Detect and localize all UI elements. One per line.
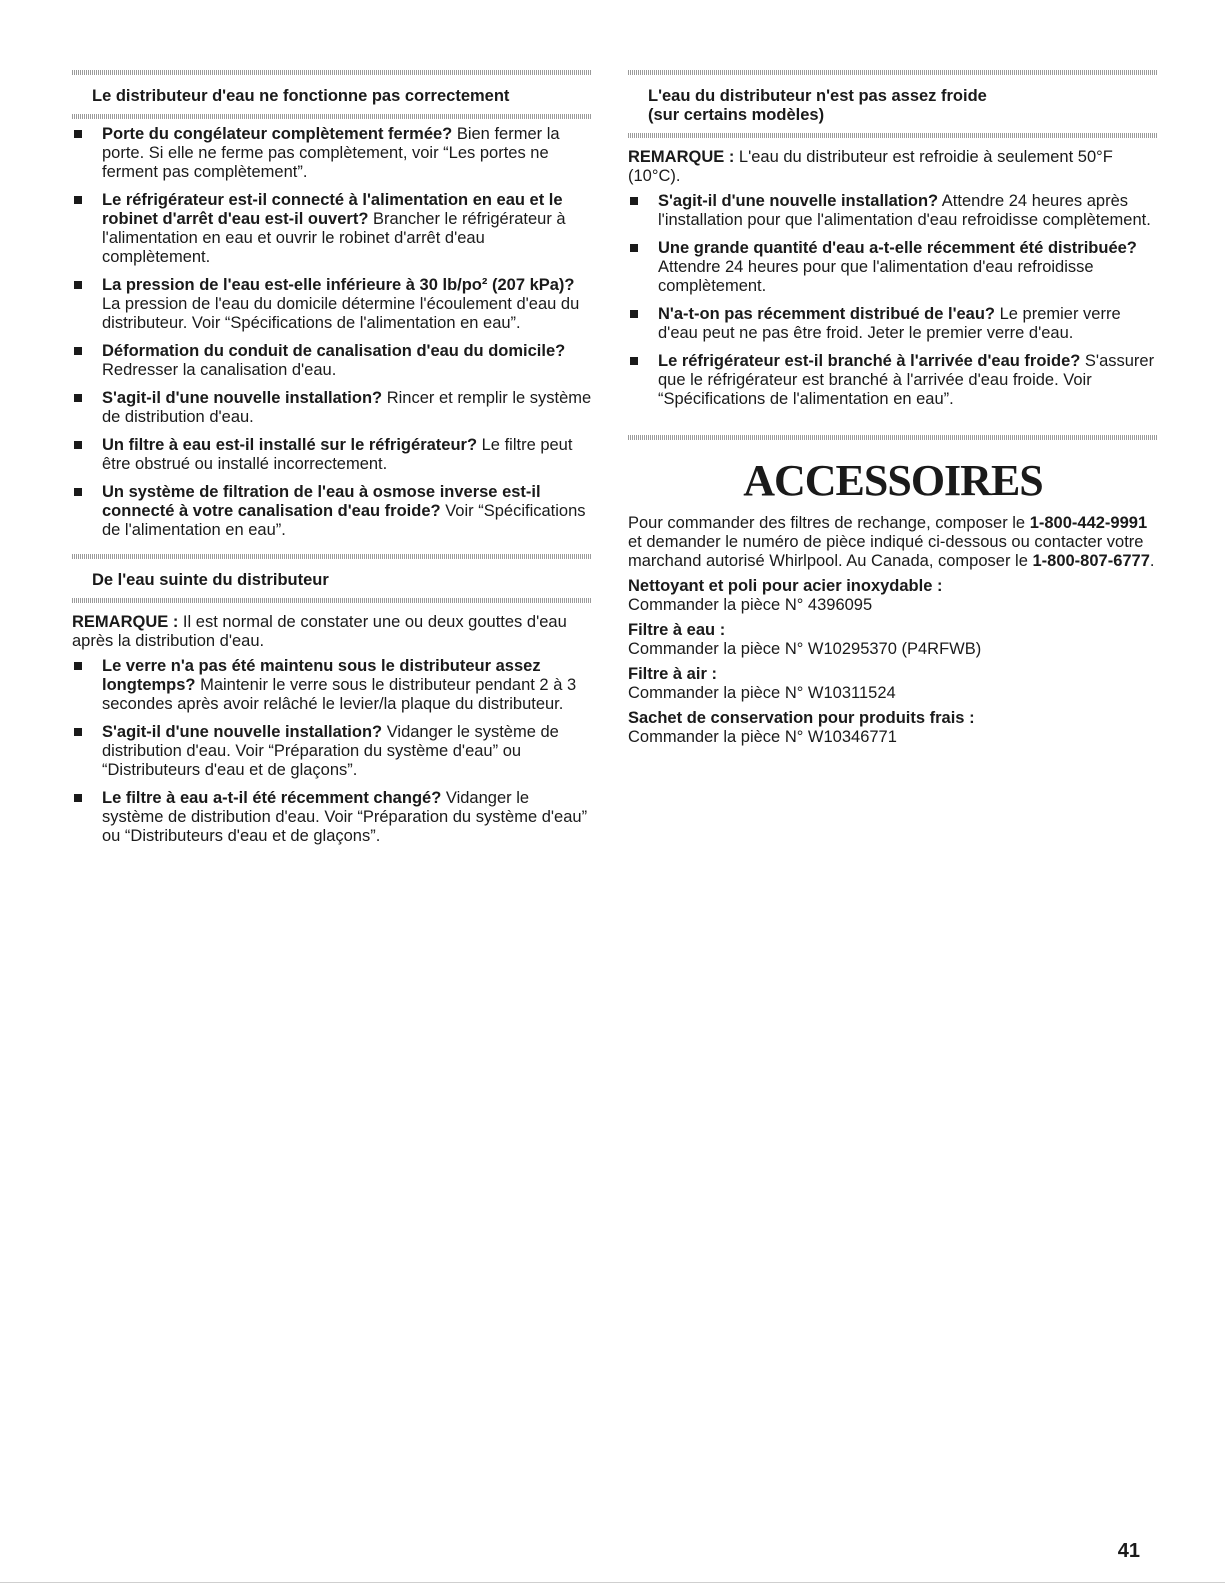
section-title-dispenser-not-working: Le distributeur d'eau ne fonctionne pas correctement: [92, 87, 510, 105]
list-item: Porte du congélateur complètement fermée? Bien fermer la porte. Si elle ne ferme pas complètement, voir “Les portes ne ferment pas complètement”.: [72, 125, 592, 182]
note-dripping: REMARQUE : Il est normal de constater une ou deux gouttes d'eau après la distribution d'eau.: [72, 613, 567, 650]
bullet-icon: [74, 662, 82, 670]
bullet-icon: [74, 281, 82, 289]
accessories-intro: Pour commander des filtres de rechange, composer le 1-800-442-9991 et demander le numéro de pièce indiqué ci-dessous ou contacter votre marchand autorisé Whirlpool. Au Canada, composer le 1-800-807-6777.: [628, 514, 1155, 570]
phone-ca: 1-800-807-6777: [1032, 552, 1150, 570]
list-item: Déformation du conduit de canalisation d'eau du domicile? Redresser la canalisation d'eau.: [72, 342, 592, 380]
list-item: N'a-t-on pas récemment distribué de l'eau? Le premier verre d'eau peut ne pas être froid. Jeter le premier verre d'eau.: [628, 305, 1158, 343]
accessory-item: Nettoyant et poli pour acier inoxydable : Commander la pièce N° 4396095: [628, 577, 943, 614]
bullet-icon: [74, 794, 82, 802]
accessories-heading: ACCESSOIRES: [743, 456, 1043, 505]
section-divider: [628, 435, 1158, 440]
section-title-dispenser-dripping: De l'eau suinte du distributeur: [92, 571, 329, 589]
list-item: Le verre n'a pas été maintenu sous le distributeur assez longtemps? Maintenir le verre sous le distributeur pendant 2 à 3 secondes après avoir relâché le levier/la plaque du distributeur.: [72, 657, 592, 714]
bullet-icon: [74, 488, 82, 496]
list-item: Un filtre à eau est-il installé sur le réfrigérateur? Le filtre peut être obstrué ou installé incorrectement.: [72, 436, 592, 474]
right-column: [628, 70, 1158, 747]
bullet-icon: [74, 347, 82, 355]
troubleshooting-list-dispenser: [72, 125, 592, 540]
section-title-water-not-cold: L'eau du distributeur n'est pas assez froide (sur certains modèles): [648, 87, 987, 124]
phone-us: 1-800-442-9991: [1029, 514, 1148, 532]
list-item: Le réfrigérateur est-il connecté à l'alimentation en eau et le robinet d'arrêt d'eau est-il ouvert? Brancher le réfrigérateur à l'alimentation en eau et ouvrir le robinet d'arrêt d'eau complètement.: [72, 191, 592, 267]
page-number: 41: [1117, 1540, 1140, 1562]
list-item: Le réfrigérateur est-il branché à l'arrivée d'eau froide? S'assurer que le réfrigérateur est branché à l'arrivée d'eau froide. Voir “Spécifications de l'alimentation en eau”.: [628, 352, 1158, 409]
bullet-icon: [630, 244, 638, 252]
list-item: S'agit-il d'une nouvelle installation? Vidanger le système de distribution d'eau. Voir “Préparation du système d'eau” ou “Distributeurs d'eau et de glaçons”.: [72, 723, 592, 780]
bullet-icon: [630, 310, 638, 318]
bullet-icon: [630, 357, 638, 365]
note-water-not-cold: REMARQUE : L'eau du distributeur est refroidie à seulement 50°F (10°C).: [628, 148, 1113, 185]
accessory-item: Filtre à air : Commander la pièce N° W10311524: [628, 665, 896, 702]
accessory-item: Sachet de conservation pour produits frais : Commander la pièce N° W10346771: [628, 709, 975, 746]
list-item: Le filtre à eau a-t-il été récemment changé? Vidanger le système de distribution d'eau. Voir “Préparation du système d'eau” ou “Distributeurs d'eau et de glaçons”.: [72, 789, 592, 846]
troubleshooting-list-water-not-cold: [628, 192, 1158, 409]
bullet-icon: [74, 441, 82, 449]
section-divider: [628, 133, 1158, 138]
bullet-icon: [74, 196, 82, 204]
page-bottom-edge: [0, 1582, 1225, 1583]
section-divider: [72, 598, 592, 603]
list-item: S'agit-il d'une nouvelle installation? Rincer et remplir le système de distribution d'eau.: [72, 389, 592, 427]
list-item: La pression de l'eau est-elle inférieure à 30 lb/po² (207 kPa)? La pression de l'eau du domicile détermine l'écoulement d'eau du distributeur. Voir “Spécifications de l'alimentation en eau”.: [72, 276, 592, 333]
list-item: Une grande quantité d'eau a-t-elle récemment été distribuée? Attendre 24 heures pour que l'alimentation d'eau refroidisse complètement.: [628, 239, 1158, 296]
list-item: Un système de filtration de l'eau à osmose inverse est-il connecté à votre canalisation d'eau froide? Voir “Spécifications de l'alimentation en eau”.: [72, 483, 592, 540]
bullet-icon: [630, 197, 638, 205]
left-column: [72, 70, 592, 855]
troubleshooting-list-dripping: [72, 657, 592, 846]
list-item: S'agit-il d'une nouvelle installation? Attendre 24 heures après l'installation pour que l'alimentation d'eau refroidisse complètement.: [628, 192, 1158, 230]
bullet-icon: [74, 394, 82, 402]
section-divider: [72, 114, 592, 119]
accessory-item: Filtre à eau : Commander la pièce N° W10295370 (P4RFWB): [628, 621, 982, 658]
bullet-icon: [74, 130, 82, 138]
bullet-icon: [74, 728, 82, 736]
